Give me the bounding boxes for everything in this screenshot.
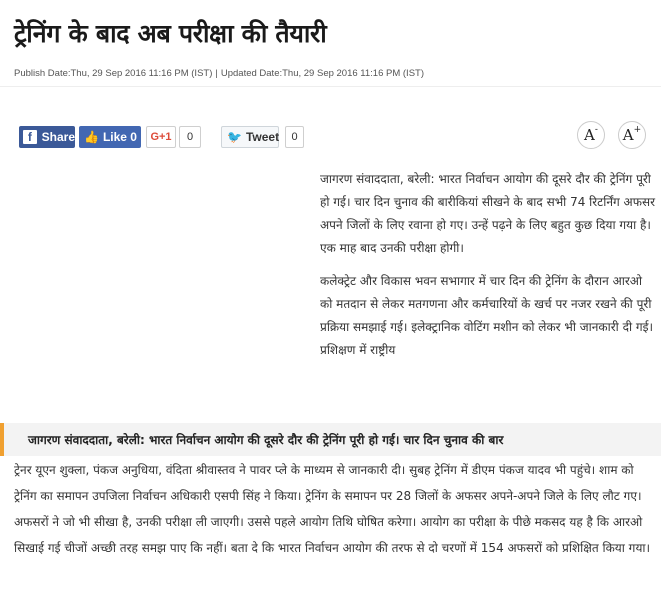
facebook-share-button[interactable] <box>19 126 75 148</box>
font-a-icon: A <box>622 126 634 144</box>
google-plus-button[interactable] <box>146 126 176 148</box>
article-summary-highlight <box>0 423 661 456</box>
summary-text: जागरण संवाददाता, बरेली: भारत निर्वाचन आयोग की दूसरे दौर की ट्रेनिंग पूरी हो गई। चार दिन चुनाव की बार <box>28 433 504 447</box>
like-label: Like 0 <box>102 130 137 144</box>
publish-date: Publish Date:Thu, 29 Sep 2016 11:16 PM (IST) <box>14 68 213 79</box>
decrease-font-button[interactable] <box>577 121 605 149</box>
tweet-label: Tweet <box>245 130 280 144</box>
google-plus-count: 0 <box>179 126 201 148</box>
article-paragraph: जागरण संवाददाता, बरेली: भारत निर्वाचन आयोग की दूसरे दौर की ट्रेनिंग पूरी हो गई। चार दिन चुनाव की बारीकियां सीखने के बाद सभी 74 रिटर्निंग अफसर अपने जिलों के लिए रवाना हो गए। उन्हें पढ़ने के लिए बहुत कुछ दिया गया है। एक माह बाद उनकी परीक्षा होगी। <box>320 172 655 255</box>
tweet-count: 0 <box>285 126 304 148</box>
article-paragraph: कलेक्ट्रेट और विकास भवन सभागार में चार दिन की ट्रेनिंग के दौरान आरओ को मतदान से लेकर मतगणना और कर्मचारियों के खर्च पर नजर रखने की पूरी प्रक्रिया समझाई गई। इलेक्ट्रानिक वोटिंग मशीन को लेकर भी जानकारी दी गई। प्रशिक्षण में राष्ट्रीय <box>320 274 654 357</box>
thumbs-up-icon: 👍 <box>84 130 99 144</box>
plus-sign: + <box>633 125 642 135</box>
article-headline: ट्रेनिंग के बाद अब परीक्षा की तैयारी <box>14 19 327 48</box>
share-bar <box>0 126 661 150</box>
google-plus-label: G+1 <box>150 131 172 143</box>
minus-sign: - <box>594 125 598 135</box>
facebook-share-label: Share <box>41 130 75 144</box>
facebook-icon: f <box>23 130 37 144</box>
facebook-like-button[interactable] <box>79 126 141 148</box>
article-dates <box>14 68 424 79</box>
twitter-bird-icon: 🐦 <box>227 130 242 144</box>
updated-date: Updated Date:Thu, 29 Sep 2016 11:16 PM (IST) <box>220 68 424 79</box>
article-body: ट्रेनर यूएन शुक्ला, पंकज अनुधिया, वंदिता श्रीवास्तव ने पावर प्ले के माध्यम से जानकारी दी। सुबह ट्रेनिंग में डीएम पंकज यादव भी पहुंचे। शाम को ट्रेनिंग का समापन उपजिला निर्वाचन अधिकारी एसपी सिंह ने किया। ट्रेनिंग के समापन पर 28 जिलों के अफसर अपने-अपने जिले के लिए लौट गए। अफसरों ने जो भी सीखा है, उनकी परीक्षा ली जाएगी। उससे पहले आयोग तिथि घोषित करेगा। आयोग का परीक्षा के पीछे मकसद यह है कि आरओ सिखाई गई चीजों अच्छी तरह समझ पाए कि नहीं। बता दे कि भारत निर्वाचन आयोग की तरफ से दो चरणों में 154 अफसरों को प्रशिक्षित किया गया। <box>14 463 651 555</box>
increase-font-button[interactable] <box>618 121 646 149</box>
font-a-icon: A <box>584 126 595 144</box>
header-divider <box>0 86 661 87</box>
tweet-button[interactable] <box>221 126 279 148</box>
date-separator: | <box>215 68 218 79</box>
article-right-column <box>320 168 655 372</box>
